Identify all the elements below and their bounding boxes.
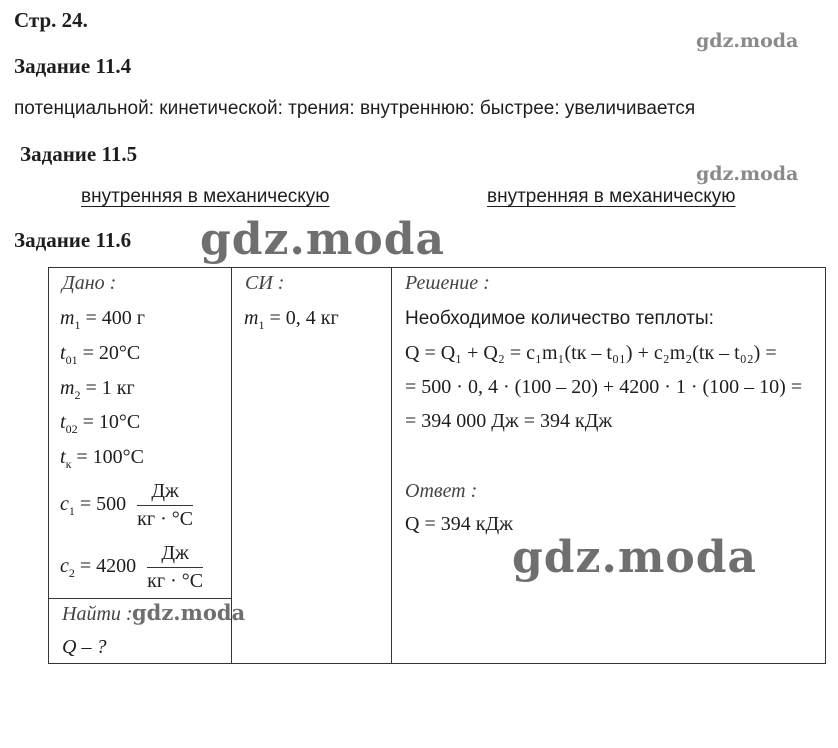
solution-line-3: = 394 000 Дж = 394 кДж <box>405 410 613 432</box>
answer-value: Q = 394 кДж <box>405 513 513 535</box>
watermark: gdz.moda <box>696 30 799 52</box>
watermark: gdz.moda <box>132 600 246 625</box>
given-t01: $t_{01} = 20^\circ C$ <box>60 342 141 367</box>
task-11-4-title: Задание 11.4 <box>14 54 132 78</box>
task-11-5-answer-left: внутренняя в механическую <box>81 186 330 207</box>
table-bottom-border <box>48 663 826 664</box>
answer-header: Ответ : <box>405 480 478 502</box>
task-11-4-answer: потенциальной: кинетической: трения: внутреннюю: быстрее: увеличивается <box>14 98 696 119</box>
solution-intro: Необходимое количество теплоты: <box>405 308 714 329</box>
watermark: gdz.moda <box>200 214 446 265</box>
task-11-5-answer-right: внутренняя в механическую <box>487 186 736 207</box>
solution-header: Решение : <box>405 272 490 294</box>
given-t02: $t_{02} = 10^\circ C$ <box>60 411 141 436</box>
given-m2: $m_2 = 1$ кг <box>60 377 135 402</box>
watermark: gdz.moda <box>696 163 799 185</box>
solution-line-2: = 500 · 0, 4 · (100 – 20) + 4200 · 1 · (100 – 10) = <box>405 376 803 398</box>
table-right-border <box>825 267 826 664</box>
find-value: Q – ? <box>62 636 107 658</box>
task-11-6-title: Задание 11.6 <box>14 228 132 252</box>
given-header: Дано : <box>62 272 117 294</box>
given-c2: $c_2 = 4200$ $\frac{Дж}{кг \cdot ^\circ C}$ <box>60 542 204 592</box>
unit-fraction: $\frac{Дж}{кг \cdot ^\circ C}$ <box>147 542 204 592</box>
find-header: Найти : <box>62 603 133 625</box>
given-c1: $c_1 = 500$ $\frac{Дж}{кг \cdot ^\circ C}$ <box>60 480 194 530</box>
table-divider-find <box>48 598 232 599</box>
watermark: gdz.moda <box>512 532 758 583</box>
table-left-border <box>48 267 49 664</box>
si-m1: $m_1 = 0$, 4 кг <box>244 307 339 332</box>
page-number: Стр. 24. <box>14 8 88 32</box>
given-tk: $t_к = 100^\circ C$ <box>60 446 145 471</box>
given-m1: $m_1 = 400$ г <box>60 307 145 332</box>
table-divider-solution <box>391 267 392 664</box>
task-11-5-title: Задание 11.5 <box>20 142 138 166</box>
unit-fraction: $\frac{Дж}{кг \cdot ^\circ C}$ <box>137 480 194 530</box>
si-header: СИ : <box>245 272 285 294</box>
solution-line-1: Q = Q₁ + Q₂ = c₁m₁(tк – t₀₁) + c₂m₂(tк – t₀₂) = <box>405 342 777 364</box>
table-top-border <box>48 267 826 268</box>
